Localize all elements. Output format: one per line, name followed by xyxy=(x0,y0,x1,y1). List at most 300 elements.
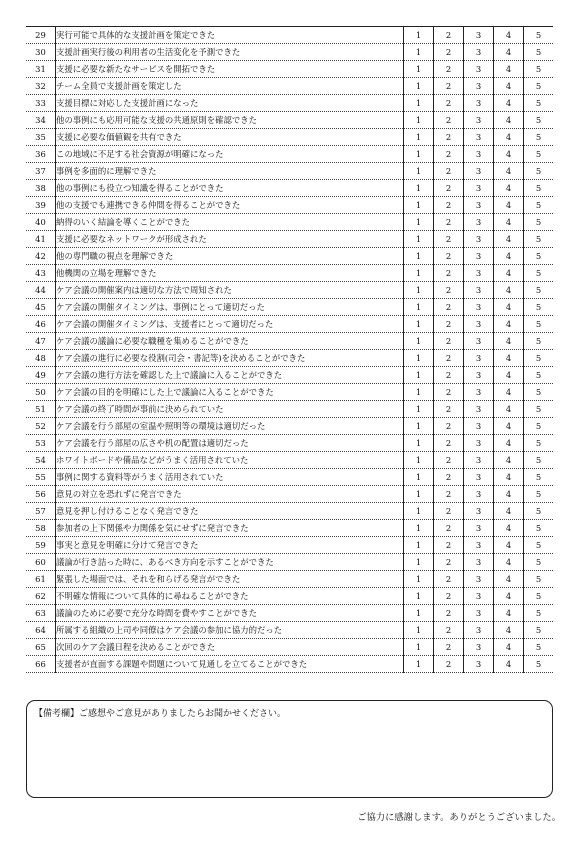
rating-option-4[interactable]: 4 xyxy=(494,503,524,520)
rating-option-1[interactable]: 1 xyxy=(404,333,434,350)
rating-option-5[interactable]: 5 xyxy=(524,146,554,163)
question-row xyxy=(26,61,553,78)
rating-option-4[interactable]: 4 xyxy=(494,350,524,367)
rating-option-4[interactable]: 4 xyxy=(494,163,524,180)
question-row xyxy=(26,469,553,486)
rating-option-3[interactable]: 3 xyxy=(464,571,494,588)
rating-option-4[interactable]: 4 xyxy=(494,95,524,112)
rating-option-2[interactable]: 2 xyxy=(434,384,464,401)
rating-option-5[interactable]: 5 xyxy=(524,520,554,537)
rating-option-4[interactable]: 4 xyxy=(494,588,524,605)
rating-option-3[interactable]: 3 xyxy=(464,27,494,44)
question-number: 42 xyxy=(26,248,56,265)
rating-option-4[interactable]: 4 xyxy=(494,180,524,197)
rating-option-5[interactable]: 5 xyxy=(524,622,554,639)
rating-option-2[interactable]: 2 xyxy=(434,486,464,503)
rating-option-5[interactable]: 5 xyxy=(524,316,554,333)
rating-option-1[interactable]: 1 xyxy=(404,571,434,588)
rating-option-1[interactable]: 1 xyxy=(404,112,434,129)
question-number: 31 xyxy=(26,61,56,78)
question-row xyxy=(26,486,553,503)
rating-option-1[interactable]: 1 xyxy=(404,129,434,146)
rating-option-2[interactable]: 2 xyxy=(434,588,464,605)
question-text: 支援者が直面する課題や問題について見通しを立てることができた xyxy=(56,656,404,673)
rating-option-5[interactable]: 5 xyxy=(524,639,554,656)
rating-option-5[interactable]: 5 xyxy=(524,452,554,469)
questionnaire-body xyxy=(26,27,553,673)
rating-option-1[interactable]: 1 xyxy=(404,401,434,418)
question-text: 他機関の立場を理解できた xyxy=(56,265,404,282)
rating-option-1[interactable]: 1 xyxy=(404,639,434,656)
rating-option-4[interactable]: 4 xyxy=(494,384,524,401)
question-number: 58 xyxy=(26,520,56,537)
rating-option-2[interactable]: 2 xyxy=(434,367,464,384)
rating-option-1[interactable]: 1 xyxy=(404,384,434,401)
question-text: 支援計画実行後の利用者の生活変化を予測できた xyxy=(56,44,404,61)
rating-option-2[interactable]: 2 xyxy=(434,333,464,350)
question-row xyxy=(26,112,553,129)
question-row xyxy=(26,554,553,571)
rating-option-3[interactable]: 3 xyxy=(464,622,494,639)
rating-option-2[interactable]: 2 xyxy=(434,180,464,197)
question-row xyxy=(26,656,553,673)
rating-option-3[interactable]: 3 xyxy=(464,469,494,486)
rating-option-2[interactable]: 2 xyxy=(434,265,464,282)
rating-option-5[interactable]: 5 xyxy=(524,367,554,384)
rating-option-2[interactable]: 2 xyxy=(434,656,464,673)
rating-option-2[interactable]: 2 xyxy=(434,61,464,78)
rating-option-1[interactable]: 1 xyxy=(404,486,434,503)
rating-option-2[interactable]: 2 xyxy=(434,639,464,656)
rating-option-1[interactable]: 1 xyxy=(404,180,434,197)
rating-option-1[interactable]: 1 xyxy=(404,197,434,214)
question-number: 29 xyxy=(26,27,56,44)
rating-option-4[interactable]: 4 xyxy=(494,231,524,248)
question-text: ケア会議の開催案内は適切な方法で周知された xyxy=(56,282,404,299)
rating-option-2[interactable]: 2 xyxy=(434,129,464,146)
question-row xyxy=(26,639,553,656)
rating-option-1[interactable]: 1 xyxy=(404,435,434,452)
question-row xyxy=(26,163,553,180)
rating-option-3[interactable]: 3 xyxy=(464,520,494,537)
question-number: 63 xyxy=(26,605,56,622)
rating-option-1[interactable]: 1 xyxy=(404,163,434,180)
rating-option-2[interactable]: 2 xyxy=(434,469,464,486)
question-row xyxy=(26,316,553,333)
question-row xyxy=(26,401,553,418)
rating-option-5[interactable]: 5 xyxy=(524,299,554,316)
rating-option-5[interactable]: 5 xyxy=(524,44,554,61)
rating-option-4[interactable]: 4 xyxy=(494,469,524,486)
remarks-box[interactable] xyxy=(26,700,553,798)
rating-option-4[interactable]: 4 xyxy=(494,248,524,265)
rating-option-1[interactable]: 1 xyxy=(404,299,434,316)
question-number: 49 xyxy=(26,367,56,384)
question-row xyxy=(26,129,553,146)
question-number: 60 xyxy=(26,554,56,571)
question-number: 66 xyxy=(26,656,56,673)
question-text: 議論が行き詰った時に、あるべき方向を示すことができた xyxy=(56,554,404,571)
rating-option-3[interactable]: 3 xyxy=(464,61,494,78)
rating-option-2[interactable]: 2 xyxy=(434,571,464,588)
rating-option-4[interactable]: 4 xyxy=(494,78,524,95)
question-row xyxy=(26,622,553,639)
question-number: 30 xyxy=(26,44,56,61)
rating-option-1[interactable]: 1 xyxy=(404,27,434,44)
question-row xyxy=(26,95,553,112)
rating-option-3[interactable]: 3 xyxy=(464,418,494,435)
rating-option-2[interactable]: 2 xyxy=(434,520,464,537)
question-text: 支援目標に対応した支援計画になった xyxy=(56,95,404,112)
rating-option-2[interactable]: 2 xyxy=(434,316,464,333)
rating-option-2[interactable]: 2 xyxy=(434,622,464,639)
rating-option-4[interactable]: 4 xyxy=(494,333,524,350)
rating-option-3[interactable]: 3 xyxy=(464,299,494,316)
question-number: 38 xyxy=(26,180,56,197)
rating-option-3[interactable]: 3 xyxy=(464,486,494,503)
rating-option-2[interactable]: 2 xyxy=(434,503,464,520)
rating-option-1[interactable]: 1 xyxy=(404,146,434,163)
rating-option-5[interactable]: 5 xyxy=(524,180,554,197)
rating-option-1[interactable]: 1 xyxy=(404,537,434,554)
rating-option-2[interactable]: 2 xyxy=(434,231,464,248)
rating-option-3[interactable]: 3 xyxy=(464,146,494,163)
rating-option-5[interactable]: 5 xyxy=(524,282,554,299)
question-text: チーム全員で支援計画を策定した xyxy=(56,78,404,95)
question-row xyxy=(26,146,553,163)
rating-option-5[interactable]: 5 xyxy=(524,401,554,418)
rating-option-2[interactable]: 2 xyxy=(434,95,464,112)
question-row xyxy=(26,78,553,95)
rating-option-3[interactable]: 3 xyxy=(464,588,494,605)
rating-option-3[interactable]: 3 xyxy=(464,197,494,214)
question-row xyxy=(26,231,553,248)
question-number: 37 xyxy=(26,163,56,180)
rating-option-1[interactable]: 1 xyxy=(404,44,434,61)
rating-option-3[interactable]: 3 xyxy=(464,231,494,248)
rating-option-1[interactable]: 1 xyxy=(404,554,434,571)
question-text: 意見の対立を恐れずに発言できた xyxy=(56,486,404,503)
rating-option-3[interactable]: 3 xyxy=(464,367,494,384)
rating-option-2[interactable]: 2 xyxy=(434,605,464,622)
question-text: 支援に必要な新たなサービスを開拓できた xyxy=(56,61,404,78)
question-row xyxy=(26,180,553,197)
rating-option-4[interactable]: 4 xyxy=(494,435,524,452)
rating-option-4[interactable]: 4 xyxy=(494,146,524,163)
rating-option-4[interactable]: 4 xyxy=(494,316,524,333)
rating-option-3[interactable]: 3 xyxy=(464,44,494,61)
rating-option-1[interactable]: 1 xyxy=(404,656,434,673)
rating-option-1[interactable]: 1 xyxy=(404,231,434,248)
rating-option-4[interactable]: 4 xyxy=(494,622,524,639)
rating-option-2[interactable]: 2 xyxy=(434,350,464,367)
rating-option-3[interactable]: 3 xyxy=(464,180,494,197)
rating-option-5[interactable]: 5 xyxy=(524,214,554,231)
question-text: ケア会議の目的を明確にした上で議論に入ることができた xyxy=(56,384,404,401)
rating-option-1[interactable]: 1 xyxy=(404,520,434,537)
question-text: ケア会議の議論に必要な職種を集めることができた xyxy=(56,333,404,350)
rating-option-5[interactable]: 5 xyxy=(524,486,554,503)
rating-option-5[interactable]: 5 xyxy=(524,605,554,622)
rating-option-2[interactable]: 2 xyxy=(434,112,464,129)
question-number: 55 xyxy=(26,469,56,486)
rating-option-3[interactable]: 3 xyxy=(464,333,494,350)
rating-option-2[interactable]: 2 xyxy=(434,146,464,163)
question-number: 61 xyxy=(26,571,56,588)
rating-option-4[interactable]: 4 xyxy=(494,282,524,299)
rating-option-5[interactable]: 5 xyxy=(524,248,554,265)
rating-option-2[interactable]: 2 xyxy=(434,452,464,469)
rating-option-5[interactable]: 5 xyxy=(524,503,554,520)
rating-option-4[interactable]: 4 xyxy=(494,656,524,673)
question-row xyxy=(26,537,553,554)
rating-option-2[interactable]: 2 xyxy=(434,44,464,61)
question-number: 62 xyxy=(26,588,56,605)
rating-option-4[interactable]: 4 xyxy=(494,520,524,537)
rating-option-3[interactable]: 3 xyxy=(464,639,494,656)
rating-option-4[interactable]: 4 xyxy=(494,452,524,469)
rating-option-1[interactable]: 1 xyxy=(404,588,434,605)
rating-option-5[interactable]: 5 xyxy=(524,418,554,435)
rating-option-5[interactable]: 5 xyxy=(524,112,554,129)
rating-option-3[interactable]: 3 xyxy=(464,554,494,571)
question-text: 他の事例にも役立つ知識を得ることができた xyxy=(56,180,404,197)
rating-option-3[interactable]: 3 xyxy=(464,537,494,554)
question-row xyxy=(26,418,553,435)
question-number: 41 xyxy=(26,231,56,248)
questionnaire-table xyxy=(26,26,553,673)
rating-option-2[interactable]: 2 xyxy=(434,197,464,214)
question-row xyxy=(26,265,553,282)
rating-option-3[interactable]: 3 xyxy=(464,214,494,231)
question-row xyxy=(26,282,553,299)
rating-option-3[interactable]: 3 xyxy=(464,316,494,333)
rating-option-4[interactable]: 4 xyxy=(494,401,524,418)
rating-option-4[interactable]: 4 xyxy=(494,44,524,61)
question-number: 39 xyxy=(26,197,56,214)
rating-option-4[interactable]: 4 xyxy=(494,129,524,146)
rating-option-3[interactable]: 3 xyxy=(464,350,494,367)
rating-option-4[interactable]: 4 xyxy=(494,27,524,44)
rating-option-5[interactable]: 5 xyxy=(524,95,554,112)
question-text: 意見を押し付けることなく発言できた xyxy=(56,503,404,520)
rating-option-3[interactable]: 3 xyxy=(464,129,494,146)
rating-option-5[interactable]: 5 xyxy=(524,537,554,554)
rating-option-1[interactable]: 1 xyxy=(404,61,434,78)
rating-option-4[interactable]: 4 xyxy=(494,61,524,78)
rating-option-4[interactable]: 4 xyxy=(494,554,524,571)
rating-option-1[interactable]: 1 xyxy=(404,95,434,112)
question-number: 46 xyxy=(26,316,56,333)
rating-option-5[interactable]: 5 xyxy=(524,350,554,367)
rating-option-1[interactable]: 1 xyxy=(404,316,434,333)
question-number: 64 xyxy=(26,622,56,639)
question-text: ケア会議の開催タイミングは、事例にとって適切だった xyxy=(56,299,404,316)
rating-option-5[interactable]: 5 xyxy=(524,384,554,401)
rating-option-4[interactable]: 4 xyxy=(494,537,524,554)
question-number: 51 xyxy=(26,401,56,418)
rating-option-4[interactable]: 4 xyxy=(494,299,524,316)
question-text: 事例を多面的に理解できた xyxy=(56,163,404,180)
question-row xyxy=(26,367,553,384)
question-row xyxy=(26,503,553,520)
rating-option-3[interactable]: 3 xyxy=(464,401,494,418)
rating-option-1[interactable]: 1 xyxy=(404,78,434,95)
remarks-label: 【備考欄】ご感想やご意見がありましたらお聞かせください。 xyxy=(34,709,287,719)
question-text: この地域に不足する社会資源が明確になった xyxy=(56,146,404,163)
rating-option-1[interactable]: 1 xyxy=(404,418,434,435)
rating-option-5[interactable]: 5 xyxy=(524,265,554,282)
question-text: 支援に必要な価値観を共有できた xyxy=(56,129,404,146)
question-number: 35 xyxy=(26,129,56,146)
rating-option-4[interactable]: 4 xyxy=(494,214,524,231)
question-text: 支援に必要なネットワークが形成された xyxy=(56,231,404,248)
rating-option-4[interactable]: 4 xyxy=(494,112,524,129)
rating-option-4[interactable]: 4 xyxy=(494,418,524,435)
question-number: 65 xyxy=(26,639,56,656)
rating-option-3[interactable]: 3 xyxy=(464,78,494,95)
rating-option-4[interactable]: 4 xyxy=(494,197,524,214)
question-text: ケア会議の開催タイミングは、支援者にとって適切だった xyxy=(56,316,404,333)
rating-option-4[interactable]: 4 xyxy=(494,367,524,384)
rating-option-4[interactable]: 4 xyxy=(494,265,524,282)
rating-option-5[interactable]: 5 xyxy=(524,333,554,350)
rating-option-2[interactable]: 2 xyxy=(434,78,464,95)
question-text: ケア会議を行う部屋の室温や照明等の環境は適切だった xyxy=(56,418,404,435)
question-text: ケア会議の進行方法を確認した上で議論に入ることができた xyxy=(56,367,404,384)
question-number: 33 xyxy=(26,95,56,112)
rating-option-5[interactable]: 5 xyxy=(524,571,554,588)
rating-option-3[interactable]: 3 xyxy=(464,435,494,452)
question-row xyxy=(26,44,553,61)
question-number: 44 xyxy=(26,282,56,299)
rating-option-1[interactable]: 1 xyxy=(404,214,434,231)
rating-option-4[interactable]: 4 xyxy=(494,571,524,588)
question-row xyxy=(26,605,553,622)
rating-option-3[interactable]: 3 xyxy=(464,605,494,622)
rating-option-3[interactable]: 3 xyxy=(464,112,494,129)
rating-option-1[interactable]: 1 xyxy=(404,248,434,265)
rating-option-3[interactable]: 3 xyxy=(464,656,494,673)
question-number: 56 xyxy=(26,486,56,503)
rating-option-3[interactable]: 3 xyxy=(464,95,494,112)
rating-option-2[interactable]: 2 xyxy=(434,554,464,571)
rating-option-1[interactable]: 1 xyxy=(404,503,434,520)
rating-option-3[interactable]: 3 xyxy=(464,248,494,265)
rating-option-5[interactable]: 5 xyxy=(524,231,554,248)
rating-option-1[interactable]: 1 xyxy=(404,350,434,367)
rating-option-5[interactable]: 5 xyxy=(524,656,554,673)
question-text: ケア会議の終了時間が事前に決められていた xyxy=(56,401,404,418)
rating-option-2[interactable]: 2 xyxy=(434,418,464,435)
question-text: ホワイトボードや備品などがうまく活用されていた xyxy=(56,452,404,469)
question-row xyxy=(26,299,553,316)
rating-option-2[interactable]: 2 xyxy=(434,27,464,44)
question-row xyxy=(26,27,553,44)
rating-option-3[interactable]: 3 xyxy=(464,503,494,520)
question-number: 50 xyxy=(26,384,56,401)
question-number: 53 xyxy=(26,435,56,452)
rating-option-5[interactable]: 5 xyxy=(524,27,554,44)
rating-option-2[interactable]: 2 xyxy=(434,401,464,418)
rating-option-1[interactable]: 1 xyxy=(404,367,434,384)
question-number: 47 xyxy=(26,333,56,350)
rating-option-1[interactable]: 1 xyxy=(404,605,434,622)
question-number: 40 xyxy=(26,214,56,231)
rating-option-2[interactable]: 2 xyxy=(434,435,464,452)
question-row xyxy=(26,571,553,588)
rating-option-2[interactable]: 2 xyxy=(434,537,464,554)
rating-option-2[interactable]: 2 xyxy=(434,163,464,180)
rating-option-4[interactable]: 4 xyxy=(494,605,524,622)
rating-option-5[interactable]: 5 xyxy=(524,469,554,486)
questionnaire-sheet xyxy=(26,26,553,673)
question-text: 他の専門職の視点を理解できた xyxy=(56,248,404,265)
question-text: ケア会議の進行に必要な役割(司会・書記等)を決めることができた xyxy=(56,350,404,367)
question-text: 次回のケア会議日程を決めることができた xyxy=(56,639,404,656)
question-row xyxy=(26,333,553,350)
rating-option-4[interactable]: 4 xyxy=(494,486,524,503)
rating-option-5[interactable]: 5 xyxy=(524,78,554,95)
question-text: 参加者の上下関係や力関係を気にせずに発言できた xyxy=(56,520,404,537)
rating-option-5[interactable]: 5 xyxy=(524,554,554,571)
rating-option-3[interactable]: 3 xyxy=(464,384,494,401)
rating-option-5[interactable]: 5 xyxy=(524,435,554,452)
rating-option-5[interactable]: 5 xyxy=(524,197,554,214)
question-row xyxy=(26,214,553,231)
question-number: 59 xyxy=(26,537,56,554)
question-text: 不明確な情報について具体的に尋ねることができた xyxy=(56,588,404,605)
rating-option-3[interactable]: 3 xyxy=(464,282,494,299)
question-row xyxy=(26,384,553,401)
question-text: 緊張した場面では、それを和らげる発言ができた xyxy=(56,571,404,588)
question-number: 43 xyxy=(26,265,56,282)
question-number: 45 xyxy=(26,299,56,316)
question-text: 他の事例にも応用可能な支援の共通原則を確認できた xyxy=(56,112,404,129)
question-row xyxy=(26,248,553,265)
question-number: 34 xyxy=(26,112,56,129)
thanks-message: ご協力に感謝します。ありがとうございました。 xyxy=(357,812,561,823)
rating-option-1[interactable]: 1 xyxy=(404,282,434,299)
question-row xyxy=(26,452,553,469)
rating-option-1[interactable]: 1 xyxy=(404,622,434,639)
question-text: 事実と意見を明確に分けて発言できた xyxy=(56,537,404,554)
question-number: 32 xyxy=(26,78,56,95)
rating-option-2[interactable]: 2 xyxy=(434,248,464,265)
rating-option-1[interactable]: 1 xyxy=(404,469,434,486)
question-text: 事例に関する資料等がうまく活用されていた xyxy=(56,469,404,486)
rating-option-5[interactable]: 5 xyxy=(524,588,554,605)
rating-option-3[interactable]: 3 xyxy=(464,265,494,282)
question-text: 納得のいく結論を導くことができた xyxy=(56,214,404,231)
rating-option-3[interactable]: 3 xyxy=(464,452,494,469)
rating-option-1[interactable]: 1 xyxy=(404,265,434,282)
rating-option-2[interactable]: 2 xyxy=(434,299,464,316)
rating-option-3[interactable]: 3 xyxy=(464,163,494,180)
rating-option-5[interactable]: 5 xyxy=(524,163,554,180)
rating-option-5[interactable]: 5 xyxy=(524,129,554,146)
rating-option-2[interactable]: 2 xyxy=(434,282,464,299)
rating-option-5[interactable]: 5 xyxy=(524,61,554,78)
rating-option-1[interactable]: 1 xyxy=(404,452,434,469)
rating-option-2[interactable]: 2 xyxy=(434,214,464,231)
question-row xyxy=(26,435,553,452)
question-row xyxy=(26,197,553,214)
question-number: 54 xyxy=(26,452,56,469)
rating-option-4[interactable]: 4 xyxy=(494,639,524,656)
question-text: 実行可能で具体的な支援計画を策定できた xyxy=(56,27,404,44)
question-number: 57 xyxy=(26,503,56,520)
